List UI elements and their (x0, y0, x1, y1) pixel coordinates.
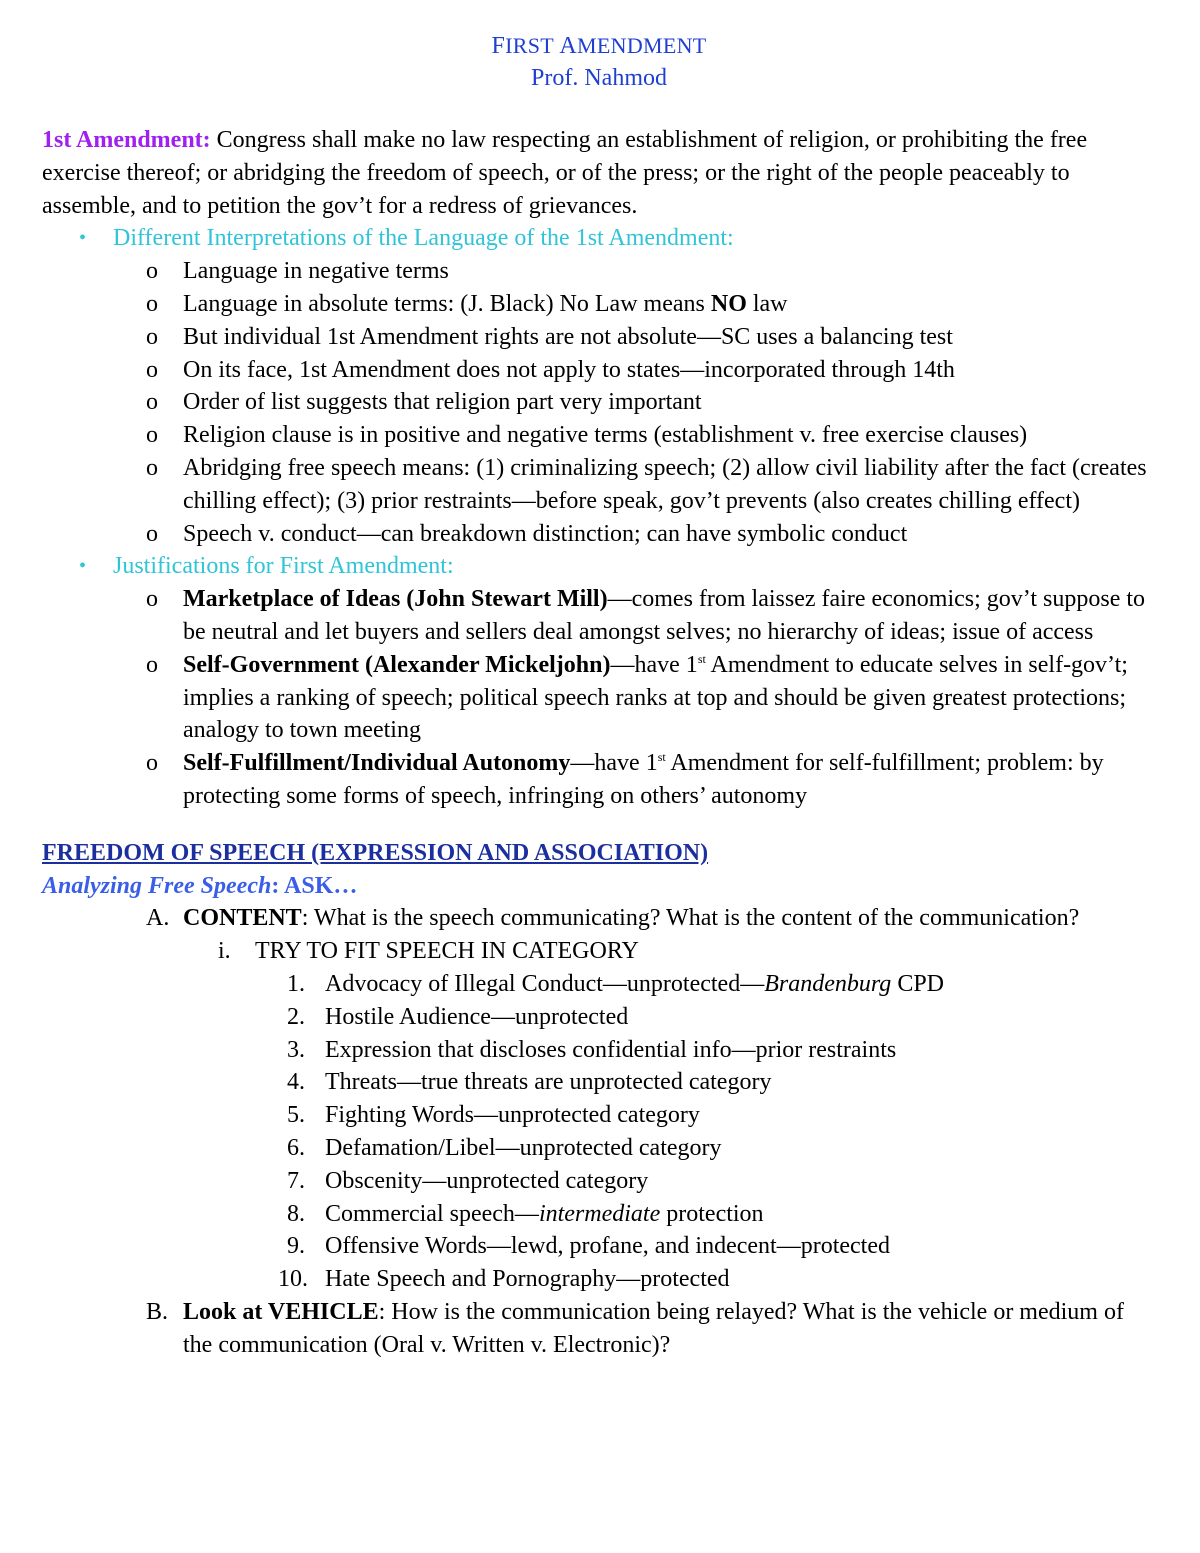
outline-item-b: B. Look at VEHICLE: How is the communication being relayed? What is the vehicle or medium of the communication (Oral v. Written v. Electronic)? (146, 1298, 1124, 1358)
circle-bullet-icon: o (146, 258, 158, 285)
bullet-icon: • (79, 227, 87, 250)
interpretations-heading: • Different Interpretations of the Language of the 1st Amendment: (42, 222, 1156, 255)
category-item: 3. Expression that discloses confidential info—prior restraints (287, 1036, 897, 1063)
list-item: o But individual 1st Amendment rights are not absolute—SC uses a balancing test (42, 321, 1156, 354)
list-item: o Marketplace of Ideas (John Stewart Mill)—comes from laissez faire economics; gov’t suppose to be neutral and let buyers and sellers deal amongst selves; no hierarchy of ideas; issue of access (42, 583, 1156, 649)
justifications-heading: • Justifications for First Amendment: (42, 550, 1156, 583)
category-item: 9. Offensive Words—lewd, profane, and indecent—protected (287, 1233, 890, 1260)
circle-bullet-icon: o (146, 651, 158, 678)
doc-title: FIRST AMENDMENT (491, 33, 707, 59)
amendment-text: Congress shall make no law respecting an establishment of religion, or prohibiting the free exercise thereof; or abridging the freedom of speech, or of the press; or the right of the people peaceably to assemble, and to petition the gov’t for a redress of grievances. (42, 127, 1088, 219)
circle-bullet-icon: o (146, 586, 158, 613)
list-item: o Self-Fulfillment/Individual Autonomy—have 1st Amendment for self-fulfillment; problem: by protecting some forms of speech, infringing on others’ autonomy (42, 747, 1156, 813)
list-item: o Language in negative terms (42, 255, 1156, 288)
list-item: o Religion clause is in positive and negative terms (establishment v. free exercise clauses) (42, 419, 1156, 452)
circle-bullet-icon: o (146, 356, 158, 383)
circle-bullet-icon: o (146, 750, 158, 777)
outline-item-i: i. TRY TO FIT SPEECH IN CATEGORY (218, 938, 639, 965)
category-item: 7. Obscenity—unprotected category (287, 1167, 649, 1194)
list-item: o Abridging free speech means: (1) criminalizing speech; (2) allow civil liability after the fact (creates chilling effect); (3) prior restraints—before speak, gov’t prevents (also creates chilling effect) (42, 452, 1156, 518)
outline-item-a: A. CONTENT: What is the speech communicating? What is the content of the communication? (146, 905, 1080, 932)
circle-bullet-icon: o (146, 323, 158, 350)
list-item: o On its face, 1st Amendment does not apply to states—incorporated through 14th (42, 354, 1156, 387)
category-item: 4. Threats—true threats are unprotected category (287, 1069, 772, 1096)
analyze-subheading: Analyzing Free Speech: ASK… (42, 872, 358, 899)
circle-bullet-icon: o (146, 454, 158, 481)
amendment-label: 1st Amendment: (42, 127, 211, 153)
category-item: 10. Hate Speech and Pornography—protected (278, 1266, 730, 1293)
list-item: o Self-Government (Alexander Mickeljohn)—have 1st Amendment to educate selves in self-gov’t; implies a ranking of speech; political speech ranks at top and should be given greatest protections; analogy to town meeting (42, 649, 1156, 747)
amendment-paragraph (42, 124, 1156, 222)
bullet-icon: • (79, 555, 87, 578)
circle-bullet-icon: o (146, 290, 158, 317)
circle-bullet-icon: o (146, 520, 158, 547)
list-item: o Speech v. conduct—can breakdown distinction; can have symbolic conduct (42, 518, 1156, 551)
list-item: o Order of list suggests that religion part very important (42, 386, 1156, 419)
category-item: 2. Hostile Audience—unprotected (287, 1003, 629, 1030)
category-item: 1. Advocacy of Illegal Conduct—unprotected—Brandenburg CPD (287, 970, 944, 997)
list-item: o Language in absolute terms: (J. Black) No Law means NO law (42, 288, 1156, 321)
circle-bullet-icon: o (146, 422, 158, 449)
circle-bullet-icon: o (146, 389, 158, 416)
category-item: 8. Commercial speech—intermediate protection (287, 1200, 764, 1227)
doc-subtitle: Prof. Nahmod (531, 65, 667, 91)
category-item: 5. Fighting Words—unprotected category (287, 1102, 700, 1129)
category-item: 6. Defamation/Libel—unprotected category (287, 1134, 722, 1161)
section-heading: FREEDOM OF SPEECH (EXPRESSION AND ASSOCIATION) (42, 839, 709, 866)
